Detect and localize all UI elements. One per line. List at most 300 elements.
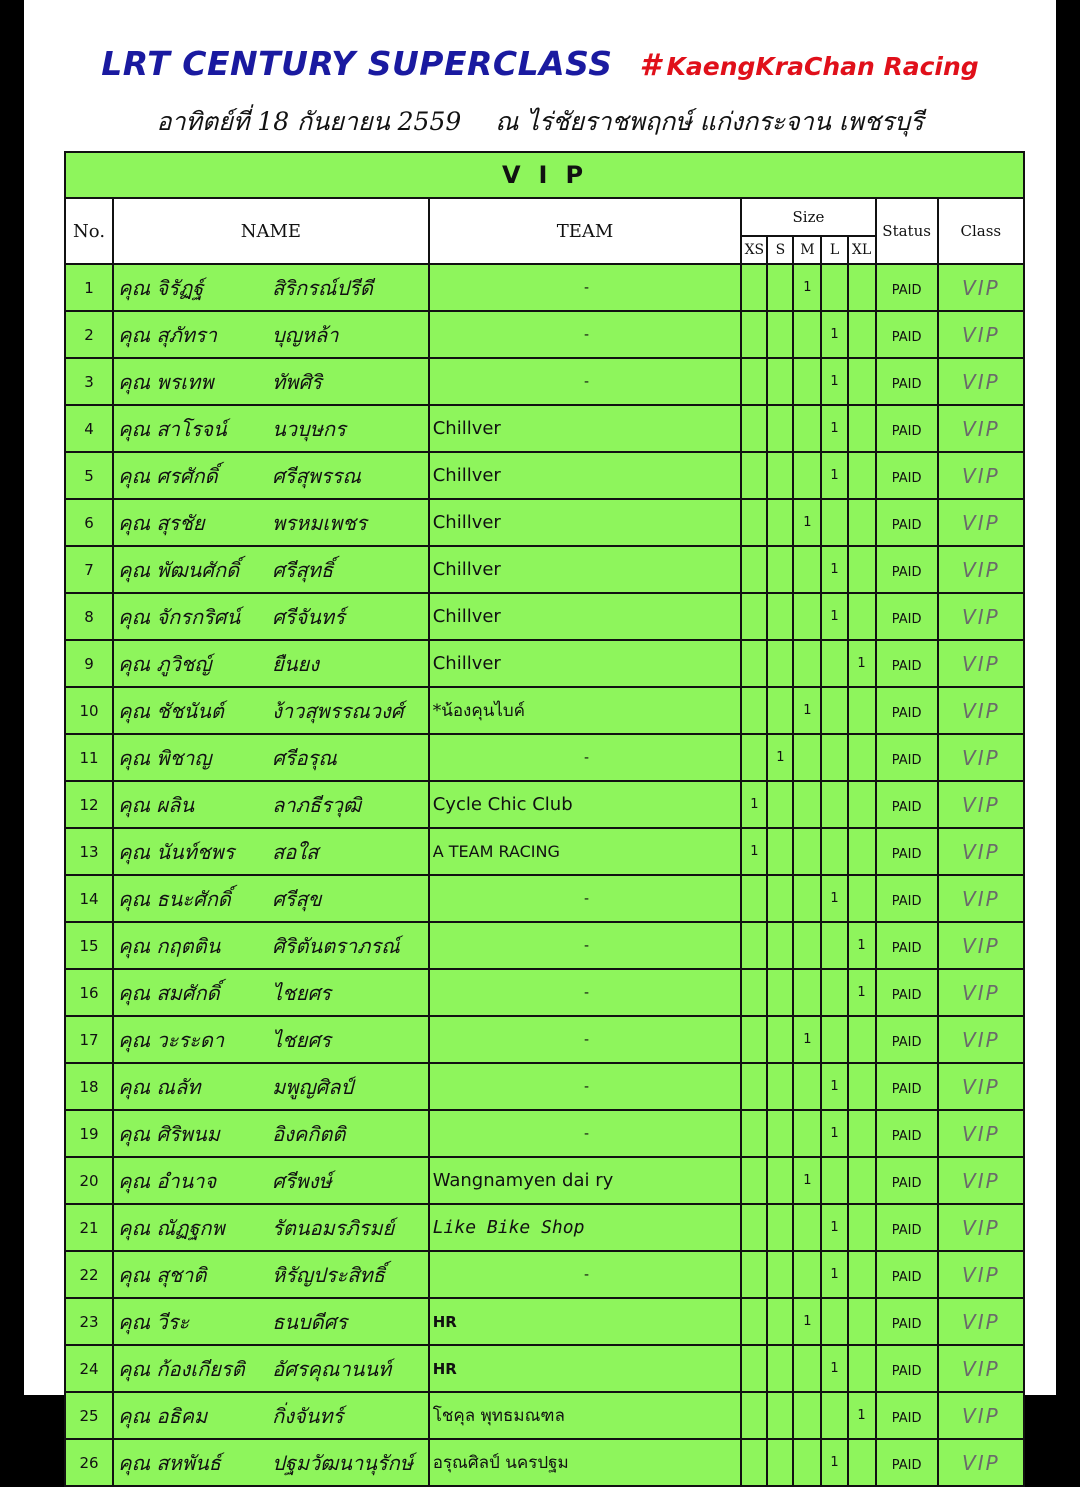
team-name: - <box>429 1063 742 1110</box>
size-cell-xl <box>848 1110 876 1157</box>
class-cell: VIP <box>938 969 1024 1016</box>
row-number: 15 <box>65 922 113 969</box>
first-name: คุณ อำนาจ <box>118 1168 217 1193</box>
row-number: 16 <box>65 969 113 1016</box>
size-cell-xs <box>741 499 767 546</box>
status-cell: PAID <box>876 1063 938 1110</box>
team-name: - <box>429 734 742 781</box>
event-title: LRT CENTURY SUPERCLASS <box>101 44 613 83</box>
first-name: คุณ ณัฏฐกพ <box>118 1215 225 1240</box>
column-header-team: TEAM <box>429 198 742 264</box>
first-name: คุณ วะระดา <box>118 1027 225 1052</box>
last-name: มพูญศิลป์ <box>272 1074 354 1099</box>
participant-name <box>113 1110 429 1157</box>
class-cell: VIP <box>938 734 1024 781</box>
first-name: คุณ สุรชัย <box>118 510 205 535</box>
size-cell-s <box>767 452 793 499</box>
status-cell: PAID <box>876 311 938 358</box>
status-cell: PAID <box>876 1016 938 1063</box>
size-cell-xl <box>848 1157 876 1204</box>
size-cell-xs <box>741 405 767 452</box>
size-cell-s <box>767 499 793 546</box>
table-row <box>65 499 1024 546</box>
size-cell-xl: 1 <box>848 969 876 1016</box>
size-cell-xs <box>741 922 767 969</box>
size-cell-m <box>793 1063 821 1110</box>
team-name: อรุณศิลป์ นครปฐม <box>429 1439 742 1486</box>
first-name: คุณ ภูวิชญ์ <box>118 651 212 676</box>
first-name: คุณ พัฒนศักดิ์ <box>118 557 240 582</box>
size-cell-xs: 1 <box>741 828 767 875</box>
team-name: - <box>429 1251 742 1298</box>
size-cell-xl <box>848 358 876 405</box>
team-name: โชคุล พุทธมณฑล <box>429 1392 742 1439</box>
first-name: คุณ ณลัท <box>118 1074 201 1099</box>
class-cell: VIP <box>938 499 1024 546</box>
last-name: กิ่งจันทร์ <box>272 1403 344 1428</box>
size-cell-m <box>793 452 821 499</box>
last-name: ไชยศร <box>272 980 331 1005</box>
status-cell: PAID <box>876 1298 938 1345</box>
participant-name <box>113 640 429 687</box>
size-cell-xs <box>741 358 767 405</box>
size-cell-s <box>767 311 793 358</box>
participant-name <box>113 1298 429 1345</box>
size-cell-s <box>767 969 793 1016</box>
last-name: อิงคกิตติ <box>272 1121 346 1146</box>
size-cell-l <box>821 969 847 1016</box>
size-cell-m: 1 <box>793 264 821 311</box>
status-cell: PAID <box>876 1345 938 1392</box>
first-name: คุณ พิชาญ <box>118 745 212 770</box>
size-cell-s <box>767 828 793 875</box>
last-name: ไชยศร <box>272 1027 331 1052</box>
last-name: ศรีสุพรรณ <box>272 463 361 488</box>
size-cell-m <box>793 593 821 640</box>
table-row <box>65 405 1024 452</box>
size-cell-l <box>821 264 847 311</box>
participant-name <box>113 405 429 452</box>
row-number: 20 <box>65 1157 113 1204</box>
size-cell-s <box>767 640 793 687</box>
size-cell-xs <box>741 1157 767 1204</box>
section-header: VIP <box>65 152 1024 198</box>
size-cell-xl <box>848 687 876 734</box>
participant-name <box>113 1251 429 1298</box>
team-name: A TEAM RACING <box>429 828 742 875</box>
size-cell-m <box>793 1204 821 1251</box>
status-cell: PAID <box>876 1392 938 1439</box>
registration-table <box>64 151 1025 1487</box>
participant-name <box>113 1157 429 1204</box>
size-cell-l: 1 <box>821 405 847 452</box>
status-cell: PAID <box>876 593 938 640</box>
table-row <box>65 1298 1024 1345</box>
participant-name <box>113 781 429 828</box>
status-cell: PAID <box>876 452 938 499</box>
size-cell-l <box>821 828 847 875</box>
first-name: คุณ ชัชนันต์ <box>118 698 224 723</box>
class-cell: VIP <box>938 593 1024 640</box>
size-cell-s <box>767 1345 793 1392</box>
size-cell-m <box>793 875 821 922</box>
row-number: 9 <box>65 640 113 687</box>
size-cell-s <box>767 358 793 405</box>
row-number: 4 <box>65 405 113 452</box>
participant-name <box>113 499 429 546</box>
size-cell-s <box>767 922 793 969</box>
participant-name <box>113 1016 429 1063</box>
first-name: คุณ ก้องเกียรติ <box>118 1356 245 1381</box>
document-title <box>24 44 1056 83</box>
team-name: - <box>429 358 742 405</box>
column-header-no: No. <box>65 198 113 264</box>
team-name: - <box>429 311 742 358</box>
size-cell-xs <box>741 969 767 1016</box>
last-name: หิรัญประสิทธิ์ <box>272 1262 385 1287</box>
table-row <box>65 1063 1024 1110</box>
row-number: 6 <box>65 499 113 546</box>
row-number: 21 <box>65 1204 113 1251</box>
size-cell-m: 1 <box>793 499 821 546</box>
first-name: คุณ นันท์ชพร <box>118 839 235 864</box>
size-cell-l <box>821 1392 847 1439</box>
row-number: 12 <box>65 781 113 828</box>
class-cell: VIP <box>938 828 1024 875</box>
last-name: รัตนอมรภิรมย์ <box>272 1215 395 1240</box>
size-cell-s <box>767 1110 793 1157</box>
size-cell-l: 1 <box>821 1204 847 1251</box>
class-cell: VIP <box>938 1204 1024 1251</box>
size-cell-s <box>767 1204 793 1251</box>
row-number: 11 <box>65 734 113 781</box>
size-cell-s <box>767 264 793 311</box>
participant-name <box>113 1204 429 1251</box>
size-cell-s <box>767 1251 793 1298</box>
size-cell-xs <box>741 452 767 499</box>
size-header-l: L <box>821 236 847 264</box>
size-cell-l <box>821 922 847 969</box>
size-cell-l <box>821 499 847 546</box>
first-name: คุณ กฤตติน <box>118 933 221 958</box>
size-cell-l <box>821 1157 847 1204</box>
table-row <box>65 546 1024 593</box>
first-name: คุณ ศิริพนม <box>118 1121 220 1146</box>
size-cell-s <box>767 1157 793 1204</box>
table-row <box>65 1439 1024 1486</box>
participant-name <box>113 828 429 875</box>
size-cell-l <box>821 1016 847 1063</box>
size-header-xl: XL <box>848 236 876 264</box>
size-cell-l: 1 <box>821 875 847 922</box>
participant-name <box>113 358 429 405</box>
row-number: 22 <box>65 1251 113 1298</box>
size-cell-xs <box>741 546 767 593</box>
row-number: 19 <box>65 1110 113 1157</box>
size-cell-xl <box>848 405 876 452</box>
size-cell-l: 1 <box>821 1063 847 1110</box>
size-cell-s <box>767 687 793 734</box>
table-row <box>65 687 1024 734</box>
first-name: คุณ สุชาติ <box>118 1262 207 1287</box>
team-name: - <box>429 264 742 311</box>
row-number: 14 <box>65 875 113 922</box>
size-cell-m <box>793 311 821 358</box>
size-cell-xl <box>848 734 876 781</box>
size-cell-xs <box>741 1204 767 1251</box>
table-row <box>65 1251 1024 1298</box>
first-name: คุณ พรเทพ <box>118 369 214 394</box>
size-cell-xs <box>741 1110 767 1157</box>
class-cell: VIP <box>938 1063 1024 1110</box>
size-cell-xl <box>848 546 876 593</box>
team-name: Chillver <box>429 546 742 593</box>
class-cell: VIP <box>938 1439 1024 1486</box>
size-cell-xs <box>741 640 767 687</box>
class-cell: VIP <box>938 452 1024 499</box>
status-cell: PAID <box>876 1110 938 1157</box>
table-row <box>65 1392 1024 1439</box>
class-cell: VIP <box>938 781 1024 828</box>
row-number: 8 <box>65 593 113 640</box>
size-cell-xl <box>848 264 876 311</box>
size-cell-xl <box>848 1016 876 1063</box>
team-name: HR <box>429 1345 742 1392</box>
size-cell-xs <box>741 1251 767 1298</box>
last-name: นวบุษกร <box>272 416 346 441</box>
last-name: ลาภธีรวุฒิ <box>272 792 362 817</box>
table-row <box>65 922 1024 969</box>
table-row <box>65 1110 1024 1157</box>
class-cell: VIP <box>938 1298 1024 1345</box>
column-header-status: Status <box>876 198 938 264</box>
size-cell-l <box>821 687 847 734</box>
status-cell: PAID <box>876 734 938 781</box>
size-cell-l <box>821 1298 847 1345</box>
size-cell-l: 1 <box>821 452 847 499</box>
table-row <box>65 311 1024 358</box>
team-name: Chillver <box>429 499 742 546</box>
size-cell-l: 1 <box>821 1439 847 1486</box>
last-name: ยืนยง <box>272 651 319 676</box>
row-number: 18 <box>65 1063 113 1110</box>
size-cell-s <box>767 1439 793 1486</box>
size-header-s: S <box>767 236 793 264</box>
size-cell-xs <box>741 1063 767 1110</box>
status-cell: PAID <box>876 640 938 687</box>
table-row <box>65 828 1024 875</box>
size-cell-xl <box>848 828 876 875</box>
size-cell-l <box>821 781 847 828</box>
hashtag-symbol: # <box>639 48 661 83</box>
size-cell-xs <box>741 1016 767 1063</box>
class-cell: VIP <box>938 687 1024 734</box>
size-cell-xl <box>848 1298 876 1345</box>
size-cell-xs <box>741 264 767 311</box>
participant-name <box>113 922 429 969</box>
status-cell: PAID <box>876 1439 938 1486</box>
size-cell-xl <box>848 1439 876 1486</box>
row-number: 17 <box>65 1016 113 1063</box>
row-number: 1 <box>65 264 113 311</box>
row-number: 10 <box>65 687 113 734</box>
last-name: บุญหล้า <box>272 322 339 347</box>
size-cell-s <box>767 1016 793 1063</box>
table-row <box>65 452 1024 499</box>
status-cell: PAID <box>876 969 938 1016</box>
participant-name <box>113 264 429 311</box>
size-cell-l: 1 <box>821 1251 847 1298</box>
team-name: Chillver <box>429 640 742 687</box>
table-row <box>65 969 1024 1016</box>
participant-name <box>113 969 429 1016</box>
size-cell-s <box>767 405 793 452</box>
event-location: ณ ไร่ชัยราชพฤกษ์ แก่งกระจาน เพชรบุรี <box>495 107 924 136</box>
class-cell: VIP <box>938 1157 1024 1204</box>
participant-name <box>113 687 429 734</box>
size-cell-xl <box>848 1204 876 1251</box>
size-cell-l <box>821 734 847 781</box>
size-cell-xl: 1 <box>848 922 876 969</box>
size-cell-s <box>767 1063 793 1110</box>
size-cell-s <box>767 875 793 922</box>
participant-name <box>113 311 429 358</box>
last-name: ศรีสุข <box>272 886 322 911</box>
row-number: 3 <box>65 358 113 405</box>
row-number: 2 <box>65 311 113 358</box>
row-number: 26 <box>65 1439 113 1486</box>
size-cell-xs <box>741 1298 767 1345</box>
first-name: คุณ จักรกริศน์ <box>118 604 241 629</box>
size-cell-m <box>793 828 821 875</box>
size-cell-m <box>793 1110 821 1157</box>
first-name: คุณ ศรศักดิ์ <box>118 463 218 488</box>
document-page <box>24 0 1056 1475</box>
size-cell-m <box>793 1251 821 1298</box>
size-cell-xs <box>741 875 767 922</box>
table-row <box>65 593 1024 640</box>
size-cell-xl <box>848 781 876 828</box>
size-header-xs: XS <box>741 236 767 264</box>
first-name: คุณ สมศักดิ์ <box>118 980 220 1005</box>
table-row <box>65 734 1024 781</box>
last-name: ธนบดีศร <box>272 1309 348 1334</box>
size-cell-l: 1 <box>821 358 847 405</box>
class-cell: VIP <box>938 264 1024 311</box>
status-cell: PAID <box>876 687 938 734</box>
team-name: - <box>429 1016 742 1063</box>
last-name: ศรีอรุณ <box>272 745 337 770</box>
last-name: อัศรคุณานนท์ <box>272 1356 392 1381</box>
table-row <box>65 1345 1024 1392</box>
size-cell-xl <box>848 1251 876 1298</box>
table-row <box>65 1204 1024 1251</box>
size-cell-l: 1 <box>821 1110 847 1157</box>
team-name: Chillver <box>429 405 742 452</box>
last-name: ศรีพงษ์ <box>272 1168 332 1193</box>
size-cell-xs <box>741 1345 767 1392</box>
participant-name <box>113 875 429 922</box>
class-cell: VIP <box>938 875 1024 922</box>
last-name: ปฐมวัฒนานุรักษ์ <box>272 1450 413 1475</box>
size-cell-m <box>793 734 821 781</box>
participant-name <box>113 1392 429 1439</box>
first-name: คุณ สาโรจน์ <box>118 416 227 441</box>
row-number: 5 <box>65 452 113 499</box>
size-cell-l: 1 <box>821 593 847 640</box>
table-row <box>65 781 1024 828</box>
row-number: 24 <box>65 1345 113 1392</box>
table-row <box>65 875 1024 922</box>
status-cell: PAID <box>876 1204 938 1251</box>
team-name: *น้องคุนไบค์ <box>429 687 742 734</box>
row-number: 23 <box>65 1298 113 1345</box>
size-cell-m: 1 <box>793 1016 821 1063</box>
size-cell-xl: 1 <box>848 1392 876 1439</box>
size-cell-s <box>767 781 793 828</box>
size-cell-m <box>793 1392 821 1439</box>
size-cell-xl: 1 <box>848 640 876 687</box>
size-cell-s: 1 <box>767 734 793 781</box>
size-cell-m <box>793 781 821 828</box>
class-cell: VIP <box>938 1392 1024 1439</box>
size-cell-xl <box>848 593 876 640</box>
last-name: สิริกรณ์ปรีดี <box>272 275 373 300</box>
team-name: Wangnamyen dai ry <box>429 1157 742 1204</box>
last-name: ศรีจันทร์ <box>272 604 345 629</box>
status-cell: PAID <box>876 828 938 875</box>
column-header-size: Size <box>741 198 875 236</box>
class-cell: VIP <box>938 1345 1024 1392</box>
table-row <box>65 264 1024 311</box>
size-cell-l: 1 <box>821 1345 847 1392</box>
team-name: - <box>429 922 742 969</box>
status-cell: PAID <box>876 264 938 311</box>
size-cell-xs <box>741 687 767 734</box>
status-cell: PAID <box>876 405 938 452</box>
team-name: HR <box>429 1298 742 1345</box>
status-cell: PAID <box>876 875 938 922</box>
class-cell: VIP <box>938 922 1024 969</box>
size-cell-m <box>793 1345 821 1392</box>
size-cell-xl <box>848 311 876 358</box>
size-cell-xl <box>848 452 876 499</box>
first-name: คุณ วีระ <box>118 1309 190 1334</box>
team-name: - <box>429 1110 742 1157</box>
class-cell: VIP <box>938 640 1024 687</box>
last-name: ศรีสุทธิ์ <box>272 557 334 582</box>
size-cell-l: 1 <box>821 311 847 358</box>
size-cell-xs <box>741 1439 767 1486</box>
last-name: สอใส <box>272 839 319 864</box>
last-name: ง้าวสุพรรณวงศ์ <box>272 698 404 723</box>
size-cell-s <box>767 593 793 640</box>
participant-name <box>113 546 429 593</box>
team-name: - <box>429 969 742 1016</box>
class-cell: VIP <box>938 358 1024 405</box>
class-cell: VIP <box>938 546 1024 593</box>
status-cell: PAID <box>876 358 938 405</box>
status-cell: PAID <box>876 499 938 546</box>
size-cell-l: 1 <box>821 546 847 593</box>
status-cell: PAID <box>876 1157 938 1204</box>
last-name: ทัพศิริ <box>272 369 322 394</box>
participant-name <box>113 1345 429 1392</box>
size-cell-m <box>793 405 821 452</box>
size-cell-xs <box>741 593 767 640</box>
size-cell-s <box>767 1392 793 1439</box>
class-cell: VIP <box>938 405 1024 452</box>
